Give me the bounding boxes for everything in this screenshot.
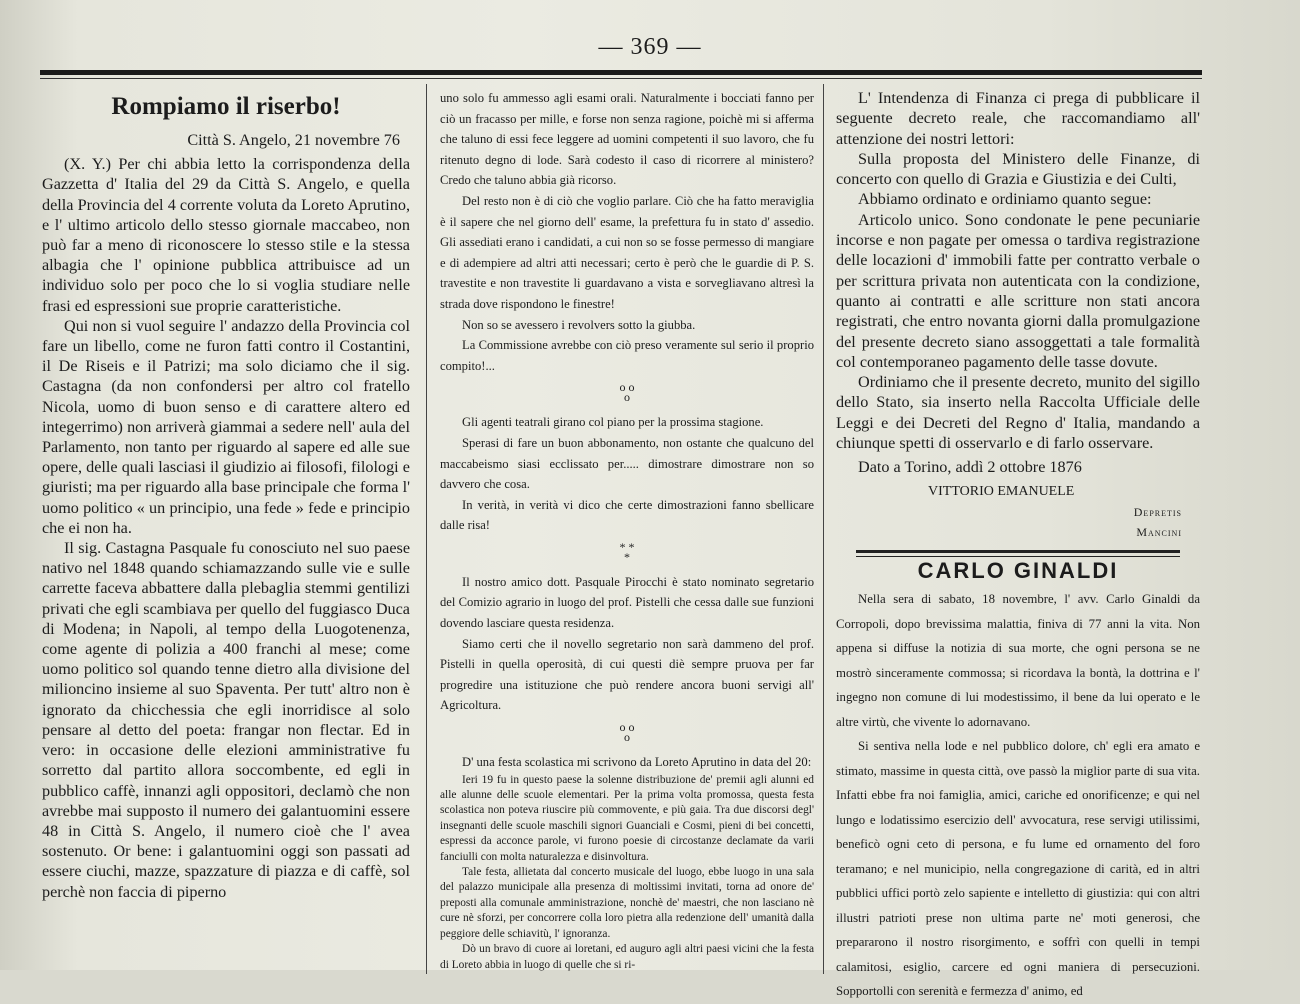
news-paragraph: Gli agenti teatrali girano col piano per la prossima stagione. [462, 415, 764, 430]
news-paragraph: Del resto non è di ciò che voglio parlare. Ciò che ha fatto meraviglia è il sapere che nel giorno dell' esame, la prefettura fu in stato d' assedio. Gli assediati erano i candidati, a cui non so se fosse permesso di mangiare e di adempiere ad altri atti necessari; certo è però che le guardie di P. S. travestite e non travestite li guardavano a vista e sorvegliavano altresì la strada dove rispondono le finestre! [440, 193, 814, 311]
news-paragraph: Non so se avessero i revolvers sotto la giubba. [462, 317, 696, 332]
decree-countersign: Depretis [1133, 504, 1182, 519]
news-paragraph: In verità, in verità vi dico che certe dimostrazioni fanno sbellicare dalle risa! [440, 497, 814, 533]
top-rule [40, 70, 1202, 75]
column-1 [42, 88, 410, 970]
decree-dated: Dato a Torino, addì 2 ottobre 1876 [858, 458, 1082, 477]
column-2 [440, 88, 814, 970]
decree-paragraph: Sulla proposta del Ministero delle Finanze, di concerto con quello di Grazia e Giustizia e dei Culti, [836, 149, 1200, 189]
news-paragraph: uno solo fu ammesso agli esami orali. Naturalmente i bocciati fanno per ciò un fracasso per mille, e forse non senza ragione, poichè mi si afferma che taluno di essi fece leggere ad uomini competenti il suo lavoro, che fu ritenuto degno di lode. Sarà codesto il caso di ricorrere al ministero? Credo che taluno abbia già ricorso. [440, 91, 814, 188]
decree-countersign: Mancini [1136, 524, 1182, 539]
news-paragraph: La Commissione avrebbe con ciò preso veramente sul serio il proprio compito!... [440, 338, 814, 373]
article-headline: Rompiamo il riserbo! [111, 93, 341, 120]
page-number [0, 34, 1300, 61]
news-paragraph: Il nostro amico dott. Pasquale Pirocchi è stato nominato segretario del Comizio agrario in luogo del prof. Pistelli che cessa dalle sue funzioni dovendo lasciare questa residenza. [440, 574, 814, 631]
decree-article: Articolo unico. Sono condonate le pene pecuniarie incorse e non pagate per omessa o tardiva registrazione delle locazioni d' immobili fatte per contratto verbale o per scrittura privata non autenticata con la condizione, quanto ai contratti e alle scritture non stati ancora registrati, che entro novanta giorni dalla promulgazione del presente decreto siano assoggettati a tale formalità col contemporaneo pagamento delle tasse dovute. [836, 210, 1200, 371]
news-paragraph: Ieri 19 fu in questo paese la solenne distribuzione de' premii agli alunni ed alle alunne delle scuole elementari. Per la prima volta promossa, questa festa scolastica non poteva riuscire più commovente, e più gaia. Tra due discorsi degl' insegnanti delle scuole maschili signori Guanciali e Cosmi, pieni di bei concetti, espressi da acconce parole, vi furono poesie di circostanze declamate da varii fanciulli con molta naturalezza e disinvoltura. [440, 773, 814, 863]
obituary-paragraph: Nella sera di sabato, 18 novembre, l' avv. Carlo Ginaldi da Corropoli, dopo brevissima malattia, finiva di 77 anni la vita. Non appena si diffuse la notizia di sua morte, che ogni persona se ne mostrò sinceramente commossa; si ricordava la bontà, la dottrina e l' ingegno non comune di lui modestissimo, il bene da lui operato e le altre virtù, che vivente lo adornavano. [836, 592, 1200, 729]
news-paragraph: Siamo certi che il novello segretario non sarà dammeno del prof. Pistelli in quella operosità, di cui questi diè sempre pruova per far progredire una istituzione che può rendere ancora buoni servigi all' Agricoltura. [440, 636, 814, 713]
decree-signer: VITTORIO EMANUELE [928, 483, 1075, 499]
section-separator: * * * [619, 539, 635, 564]
article-dateline: Città S. Angelo, 21 novembre 76 [187, 131, 400, 149]
obituary-title: CARLO GINALDI [917, 557, 1119, 583]
decree-paragraph: Abbiamo ordinato e ordiniamo quanto segue: [858, 190, 1152, 209]
decree-intro: L' Intendenza di Finanza ci prega di pubblicare il seguente decreto reale, che raccomandiamo all' attenzione dei nostri lettori: [836, 89, 1200, 148]
section-separator: o o o [619, 720, 635, 745]
news-paragraph: Sperasi di fare un buon abbonamento, non ostante che qualcuno del maccabeismo siasi ecclissato per..... dimostrare dimostrare non so davvero che cosa. [440, 435, 814, 492]
column-divider-1 [426, 84, 427, 974]
obituary-paragraph: Si sentiva nella lode e nel pubblico dolore, ch' egli era amato e stimato, massime in questa città, ove passò la miglior parte di sua vita. Infatti ebbe fra noi famiglia, amici, cariche ed onorificenze; e qui nel lungo e lodatissimo esercizio dell' avvocatura, rese servigi utilissimi, beneficò ogni ceto di persona, e fu lume ed ornamento del foro teramano; e nel municipio, nella congregazione di carità, ed in altri pubblici uffici portò zelo sapiente e intelletto di giustizia: qui con altri illustri patrioti prese non ultima parte ne' moti generosi, che prepararono il nostro risorgimento, e soffrì con quelli in tempi calamitosi, esiglio, carcere ed ogni maniera di persecuzioni. Sopportolli con serenità e fermezza d' animo, ed [836, 739, 1200, 999]
page-number-ornament-right: — [669, 34, 702, 60]
page-number-ornament-left: — [598, 34, 631, 60]
news-paragraph: Dò un bravo di cuore ai loretani, ed auguro agli altri paesi vicini che la festa di Loreto abbia in luogo di quelle che si ri- [440, 943, 814, 971]
section-separator: o o o [619, 380, 635, 405]
article-paragraph: Il sig. Castagna Pasquale fu conosciuto nel suo paese nativo nel 1848 quando schiamazzando sulle vie e sulle carrette faceva abbattere dalla plebaglia stemmi gentilizi privati che egli scambiava per quello del fuggiasco Duca di Modena; in Napoli, al tempo della Luogotenenza, come agente di polizia a 400 franchi al mese; come uomo politico sol quando tenne dietro alla divisione del milioncino insieme al suo Spaventa. Per tutt' altro non è ignorato da chicchessia che egli inorridisce al solo pensare al detto del poeta: frangar non flectar. Ed in vero: in occasione delle elezioni amministrative fu sorretto dal partito allora soccombente, ed egli in pubblico caffè, innanzi agli oppositori, declamò che non avrebbe mai supposto il numero dei galantuomini essere 48 in Città S. Angelo, il numero cioè che l' avea sostenuto. Or bene: i galantuomini oggi son passati ad essere ciuchi, mazze, spazzature di piazza e di caffè, sol perchè non faccia di piperno [42, 539, 410, 901]
decree-paragraph: Ordiniamo che il presente decreto, munito del sigillo dello Stato, sia inserto nella Raccolta Ufficiale delle Leggi e dei Decreti del Regno d' Italia, mandando a chiunque spetti di osservarlo e di farlo osservare. [836, 373, 1200, 453]
article-paragraph: (X. Y.) Per chi abbia letto la corrispondenza della Gazzetta d' Italia del 29 da Città S. Angelo, e quella della Provincia del 4 corrente voluta da Loreto Aprutino, e l' ultimo articolo dello stesso giornale maccabeo, non può far a meno di riconoscere lo stesso stile e la stessa albagia che l' opinione pubblica attribuisce ad un individuo solo per poco che lo si voglia studiare nelle frasi ed espressioni sue proprie caratteristiche. [42, 155, 410, 315]
column-divider-2 [823, 84, 824, 974]
section-rule [856, 550, 1180, 557]
column-3 [836, 88, 1200, 999]
page-number-value: 369 [630, 34, 670, 60]
article-paragraph: Qui non si vuol seguire l' andazzo della Provincia col fare un libello, come ne furon fatti contro il Costantini, il De Riseis e il Patrizi; ma solo diciamo che il sig. Castagna (da non confondersi per altro col fratello Nicola, uomo di buon senso e di carattere altero ed integerrimo) non arriverà giammai a sedere nell' aula del Parlamento, non tanto per riguardo al sapere ed alle sue opere, delle quali lasciasi il giudizio ai filosofi, filologi e giuristi; ma per riguardo alla base principale che forma l' uomo politico « un principio, una fede » fede e principio che ei non ha. [42, 316, 410, 537]
top-rule-thin [40, 78, 1202, 79]
news-paragraph: Tale festa, allietata dal concerto musicale del luogo, ebbe luogo in una sala del palazzo municipale alla presenza di moltissimi invitati, torna ad onore de' preposti alla comunale amministrazione, nonchè de' maestri, che non lasciano nè cure nè sforzi, per concorrere colla loro pietra alla redenzione dell' umanità dalla peggiore delle schiavitù, l' ignoranza. [440, 866, 814, 940]
news-paragraph: D' una festa scolastica mi scrivono da Loreto Aprutino in data del 20: [462, 755, 812, 770]
